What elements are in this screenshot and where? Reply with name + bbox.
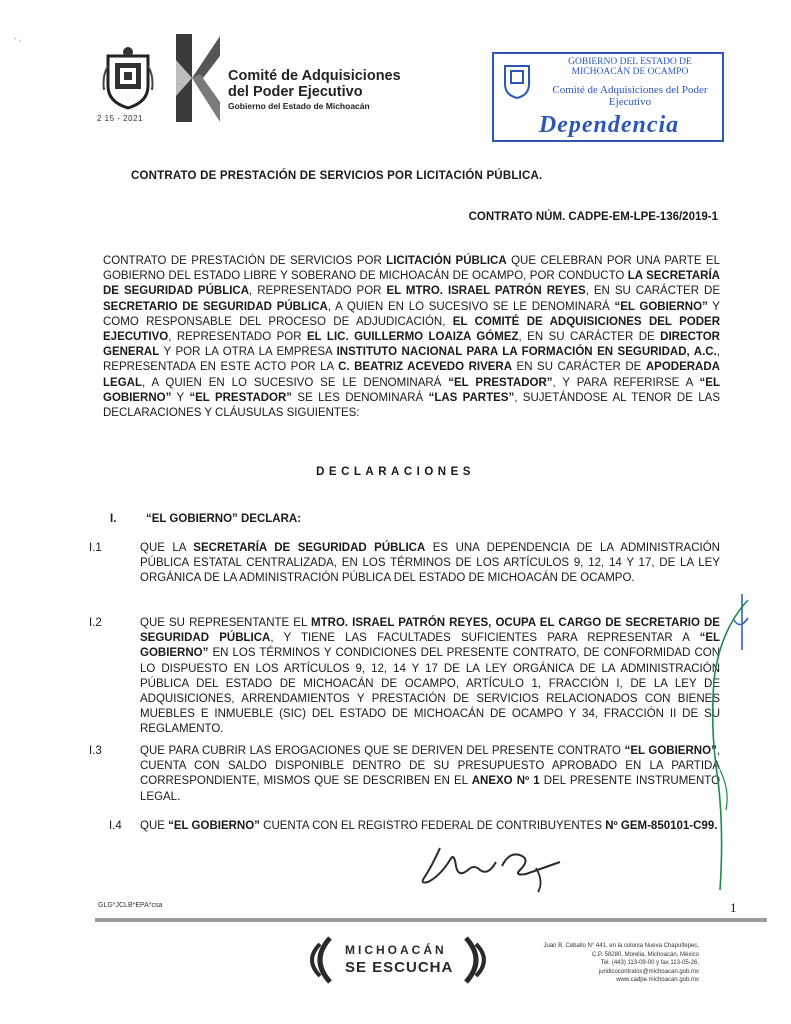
committee-name [228,68,401,112]
brand-line1: MICHOACÁN [345,943,447,957]
bold-text-run: “EL GOBIERNO” [103,376,720,404]
text-run: , EN SU CARÁCTER DE [518,331,661,344]
clause-text [140,541,720,587]
text-run: , CUENTA CON SALDO DISPONIBLE DENTRO DE SU PRESUPUESTO APROBADO EN LA PARTIDA CORRESPONDIENTE, MISMOS QUE SE DESCRIBEN EN EL [140,745,720,788]
bold-text-run: LICITACIÓN PÚBLICA [386,255,507,267]
text-run: CONTRATO DE PRESTACIÓN DE SERVICIOS POR [103,255,387,267]
footer-divider [95,918,767,922]
bold-text-run: EL LIC. GUILLERMO LOAIZA GÓMEZ [307,331,519,344]
page-number: 1 [730,900,737,915]
address-line: Juan B. Ceballo N° 441, en la colonia Nueva Chapultepec, [543,943,699,949]
text-run: , REPRESENTADO POR [168,331,307,344]
dependency-stamp [492,52,724,142]
bold-text-run: DIRECTOR GENERAL [103,331,720,359]
bold-text-run: LA SECRETARÍA DE SEGURIDAD PÚBLICA [103,270,720,298]
clause-text [140,616,720,738]
text-run: , A QUIEN EN LO SUCESIVO SE LE DENOMINARÁ [327,300,615,313]
declaraciones-title: DECLARACIONES [316,466,475,478]
text-run: Y COMO RESPONSABLE DEL PROCESO DE ADJUDICACIÓN, [103,300,720,328]
text-run: QUE CELEBRAN POR UNA PARTE EL GOBIERNO DEL ESTADO LIBRE Y SOBERANO DE MICHOACÁN DE OCAMPO, POR CONDUCTO [103,255,720,283]
bold-text-run: “EL PRESTADOR” [448,376,553,389]
committee-line1: Comité de Adquisiciones [228,68,401,84]
address-line: Tel. (443) 113-09-00 y fax 113-05-26, [600,960,699,967]
bold-text-run: INSTITUTO NACIONAL PARA LA FORMACIÓN EN SEGURIDAD, A.C. [336,346,717,359]
stamp-line2: Comité de Adquisiciones del Poder Ejecutivo [552,84,708,108]
brand-line2: SE ESCUCHA [345,959,454,976]
stamp-line3: Dependencia [538,112,680,138]
text-run: EN SU CARÁCTER DE [512,361,646,374]
bold-text-run: Nº GEM-850101-C99. [605,820,718,832]
clause-number: I.2 [89,617,102,629]
text-run: , SUJETÁNDOSE AL TENOR DE LAS DECLARACIONES Y CLÁUSULAS SIGUIENTES: [103,391,720,420]
initials-reference: GLG*JCLB*EPA*csa [98,902,163,909]
text-run: Y POR LA OTRA LA EMPRESA [159,346,337,359]
text-run: QUE LA [140,542,194,554]
text-run: , REPRESENTADO POR [249,285,387,298]
text-run: CUENTA CON EL REGISTRO FEDERAL DE CONTRIBUYENTES [259,820,606,832]
bold-text-run: EL MTRO. ISRAEL PATRÓN REYES [386,285,586,298]
bold-text-run: EL COMITÉ DE ADQUISICIONES DEL PODER EJECUTIVO [103,315,720,344]
intro-paragraph [103,254,720,421]
clause-number: I.4 [109,820,122,832]
text-run: , Y TIENE LAS FACULTADES SUFICIENTES PARA REPRESENTAR A [270,632,700,645]
clause-number: I.3 [89,745,102,757]
section-i-title: “EL GOBIERNO” DECLARA: [146,513,302,525]
text-run: , Y PARA REFERIRSE A [552,376,700,389]
text-run: EN LOS TÉRMINOS Y CONDICIONES DEL PRESENTE CONTRATO, DE CONFORMIDAD CON LO DISPUESTO EN LOS ARTÍCULOS 9, 12, 14 Y 17 DE LA LEY ORGÁNICA DE LA ADMINISTRACIÓN PÚBLICA DEL ESTADO DE MICHOACÁN DE OCAMPO, ARTÍCULO 1, FRACCIÓN I, DE LA LEY DE ADQUISICIONES, ARRENDAMIENTOS Y PRESTACIÓN DE SERVICIOS RELACIONADOS CON BIENES MUEBLES E INMUEBLE (SIC) DEL ESTADO DE MICHOACÁN DE OCAMPO Y 34, FRACCIÓN II DE SU REGLAMENTO. [140,647,720,736]
bold-text-run: SECRETARIO DE SEGURIDAD PÚBLICA [103,300,328,313]
bold-text-run: “EL GOBIERNO” [614,300,708,313]
committee-line2: del Poder Ejecutivo [228,84,363,100]
handwritten-signature-icon [410,826,580,896]
bold-text-run: “EL PRESTADOR” [189,391,293,404]
clause-number: I.1 [89,542,102,554]
text-run: QUE [140,820,169,832]
bold-text-run: C. BEATRIZ ACEVEDO RIVERA [338,361,513,374]
contract-number: CONTRATO NÚM. CADPE-EM-LPE-136/2019-1 [468,211,718,223]
bold-text-run: SECRETARÍA DE SEGURIDAD PÚBLICA [193,542,426,554]
state-seal-icon [100,46,156,110]
text-run: , A QUIEN EN LO SUCESIVO SE LE DENOMINARÁ [141,376,449,389]
text-run: SE LES DENOMINARÁ [292,391,429,404]
margin-initials-icon [690,590,760,900]
address-line: C.P. 58280, Morelia, Michoacán, México [592,951,699,958]
text-run: DEL PRESENTE INSTRUMENTO LEGAL. [140,775,721,803]
clause-i1 [89,541,720,587]
stamp-seal-icon [502,60,532,100]
bold-text-run: “EL GOBIERNO” [140,632,721,660]
stamp-line1: GOBIERNO DEL ESTADO DE MICHOACÁN DE OCAMPO [568,57,692,77]
text-run: , EN SU CARÁCTER DE [585,285,720,298]
text-run: Y [171,391,190,404]
section-i-heading [110,513,301,525]
clause-text [140,744,720,805]
committee-logo-icon [170,30,224,126]
clause-i2 [89,616,721,738]
committee-line3: Gobierno del Estado de Michoacán [228,101,370,111]
text-run: QUE PARA CUBRIR LAS EROGACIONES QUE SE DERIVEN DEL PRESENTE CONTRATO [140,745,625,757]
address-block [544,942,700,985]
text-run: ES UNA DEPENDENCIA DE LA ADMINISTRACIÓN PÚBLICA ESTATAL CENTRALIZADA, EN LOS TÉRMINOS DE LOS ARTÍCULOS 9, 12, 14 Y 17, DE LA LEY ORGÁNICA DE LA ADMINISTRACIÓN PÚBLICA DEL ESTADO DE MICHOACÁN DE OCAMPO. [140,542,720,585]
corner-mark: - , [14,34,22,43]
address-line: www.cadpe.michoacan.gob.mx [616,977,699,984]
clause-i3 [89,744,721,805]
document-heading: CONTRATO DE PRESTACIÓN DE SERVICIOS POR LICITACIÓN PÚBLICA. [131,170,543,182]
bold-text-run: “LAS PARTES” [428,391,515,404]
text-run: , REPRESENTADA EN ESTE ACTO POR LA [103,346,720,374]
address-line: juridicocontratos@michoacan.gob.mx [598,968,699,975]
section-i-number: I. [110,513,117,525]
text-run: QUE SU REPRESENTANTE EL [140,617,312,629]
bold-text-run: APODERADA LEGAL [103,361,720,389]
bold-text-run: “EL GOBIERNO” [624,745,717,757]
seal-year: 2 15 - 2021 [97,114,143,123]
bold-text-run: MTRO. ISRAEL PATRÓN REYES, OCUPA EL CARGO DE SECRETARIO DE SEGURIDAD PÚBLICA [140,617,720,645]
bold-text-run: ANEXO Nº 1 [471,775,540,788]
bold-text-run: “EL GOBIERNO” [168,820,260,832]
